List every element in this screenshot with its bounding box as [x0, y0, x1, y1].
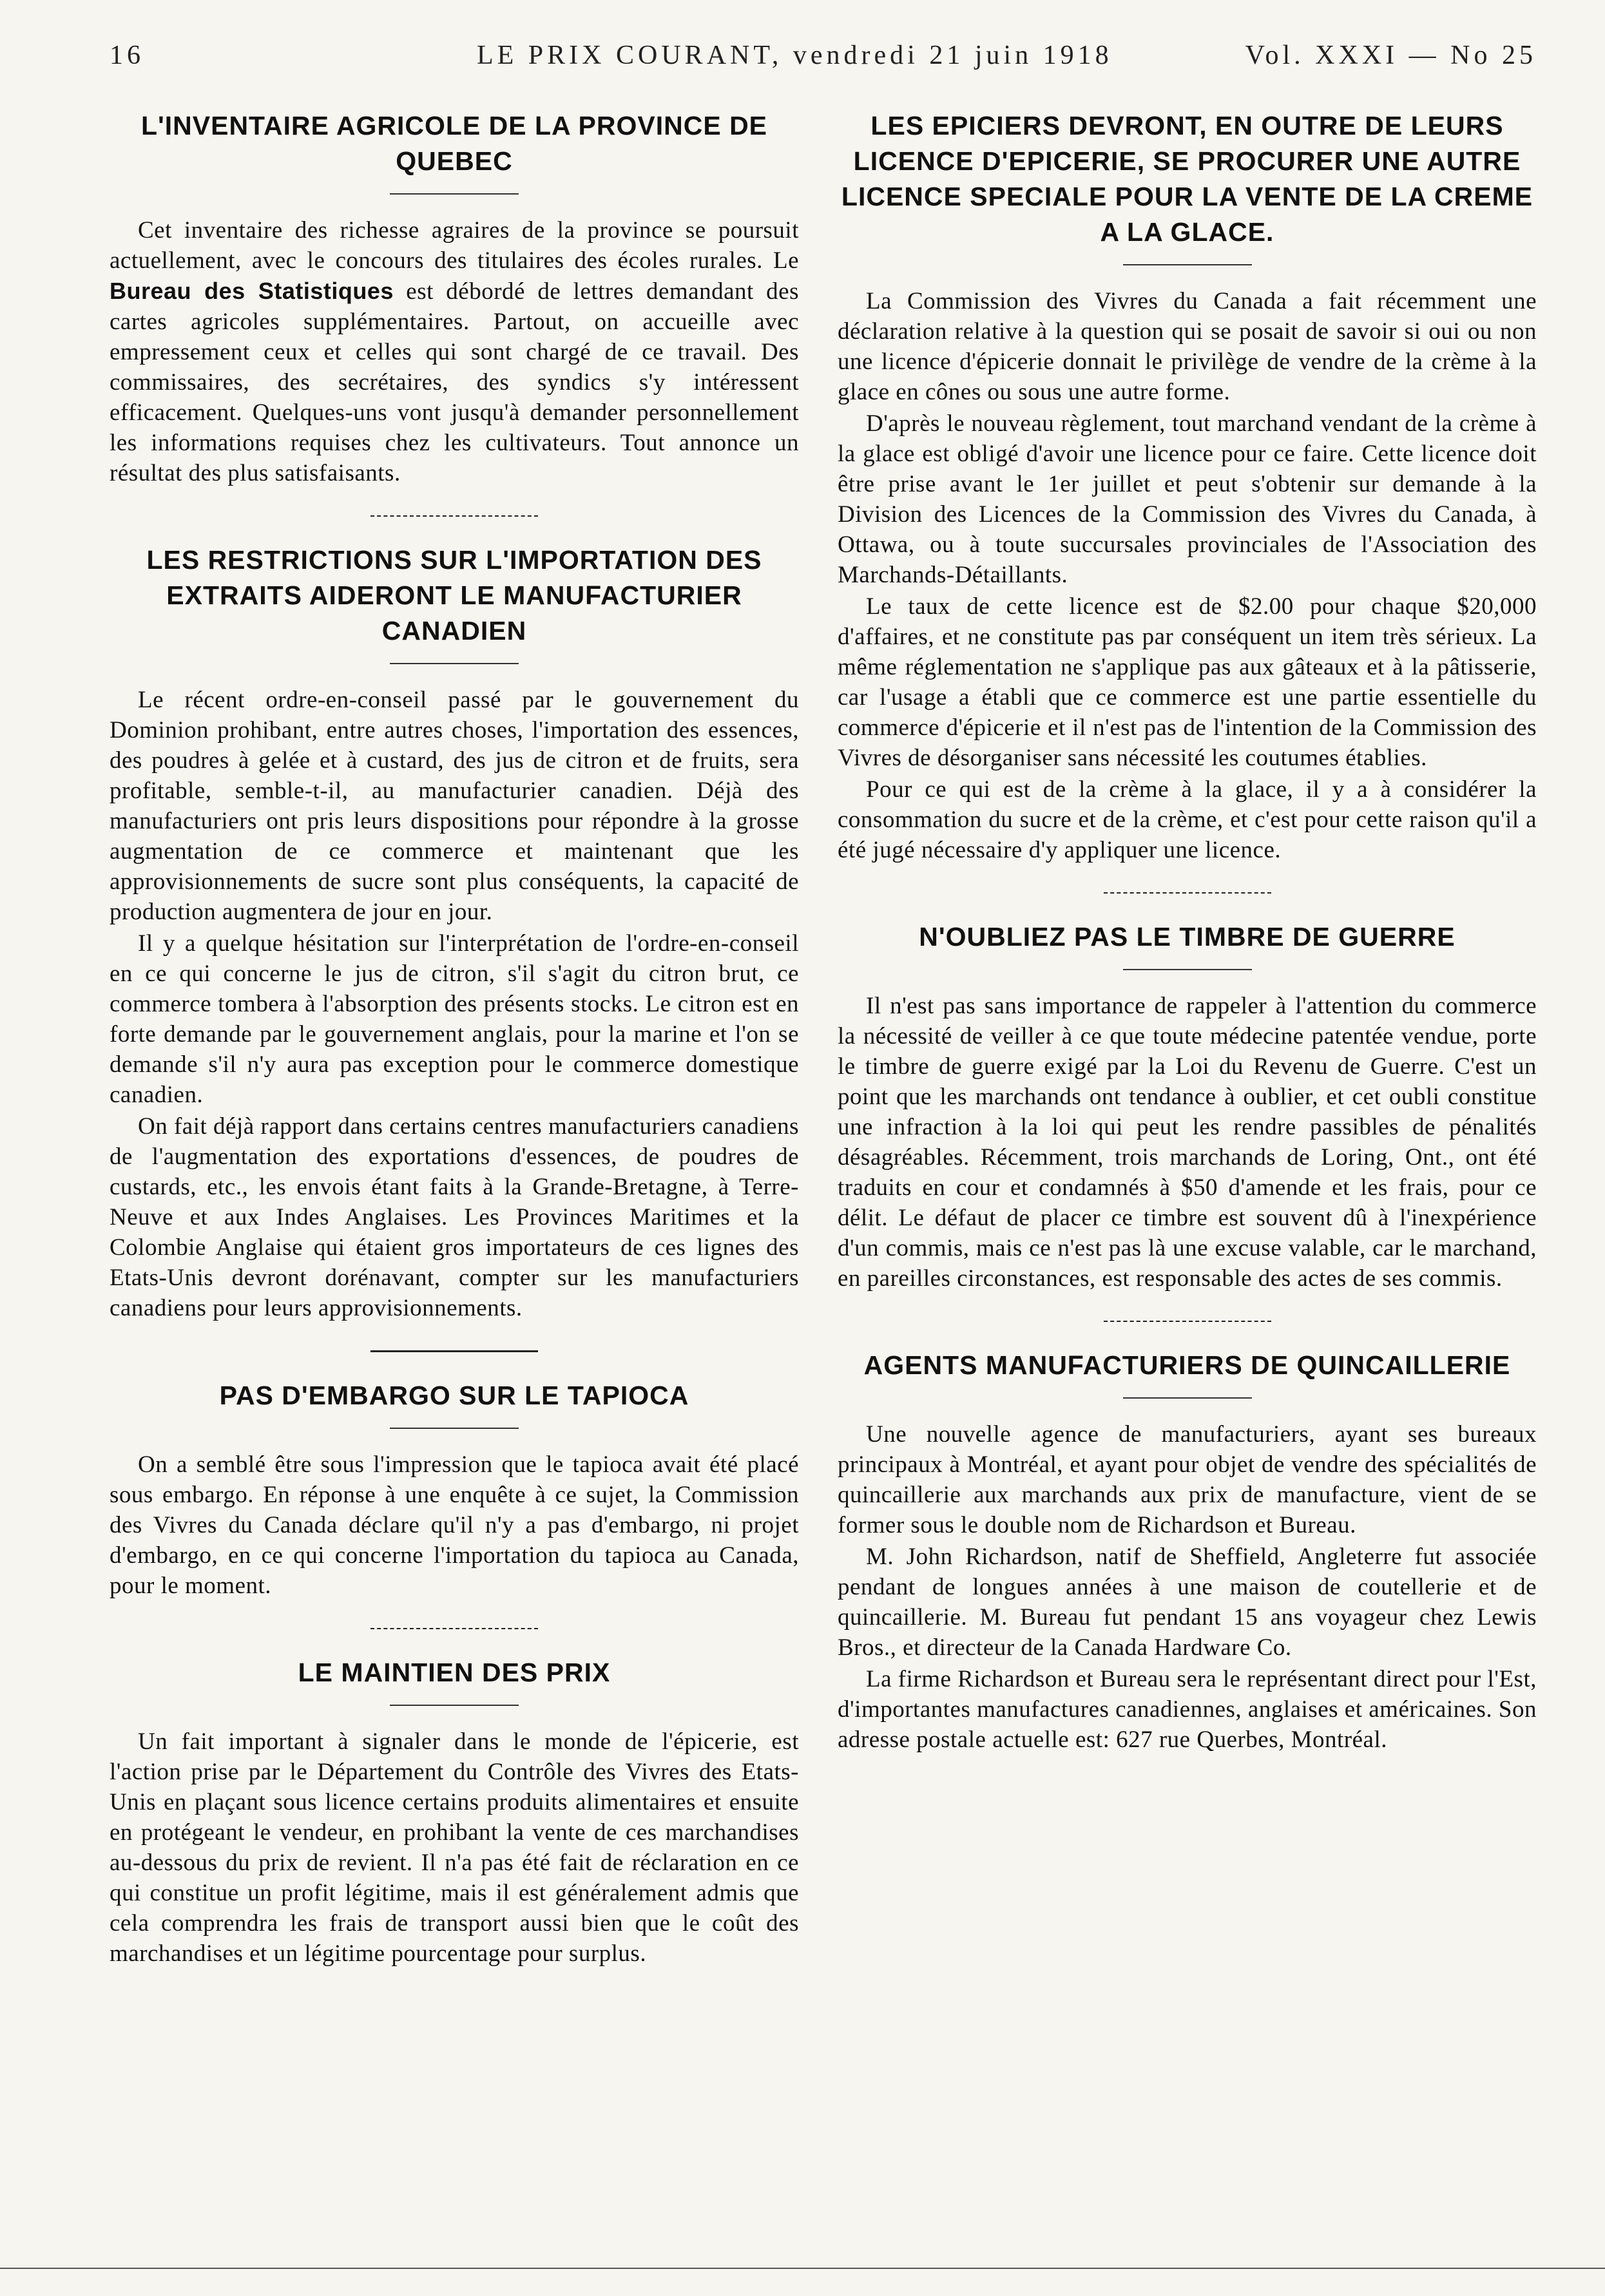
title-rule [1123, 264, 1252, 265]
article-paragraph: On fait déjà rapport dans certains centres manufacturiers canadiens de l'augmentation des exportations d'essences, de poudres de custards, etc., les envois étant faits à la Grande-Bretagne, à Terre-Neuve et aux Indes Anglaises. Les Provinces Maritimes et la Colombie Anglaise qui étaient gros importateurs de ces lignes des Etats-Unis devront dorénavant, compter sur les manufacturiers canadiens pour leurs approvisionnements. [110, 1113, 799, 1321]
article-paragraph: Il y a quelque hésitation sur l'interprétation de l'ordre-en-conseil en ce qui concerne le jus de citron, s'il s'agit du citron brut, ce commerce tombera à l'absorption des présents stocks. Le citron est en forte demande par le gouvernement anglais, pour la marine et l'on se demande s'il n'y aura pas exception pour le commerce domestique canadien. [110, 930, 799, 1108]
article-separator [370, 515, 538, 517]
page-number: 16 [110, 41, 144, 70]
title-rule [1123, 1397, 1252, 1399]
article-paragraph: Une nouvelle agence de manufacturiers, ayant ses bureaux principaux à Montréal, et ayant pour objet de vendre des spécialités de quincaillerie aux marchands aux prix de manufacture, vient de se former sous le double nom de Richardson et Bureau. [838, 1421, 1537, 1538]
title-rule [390, 193, 519, 195]
article-paragraph: La firme Richardson et Bureau sera le représentant direct pour l'Est, d'importantes manufactures canadiennes, anglaises et américaines. Son adresse postale actuelle est: 627 rue Querbes, Montréal. [838, 1666, 1537, 1753]
article-paragraph: M. John Richardson, natif de Sheffield, Angleterre fut associée pendant de longues années à une maison de coutellerie et de quincaillerie. M. Bureau fut pendant 15 ans voyageur chez Lewis Bros., et directeur de la Canada Hardware Co. [838, 1544, 1537, 1661]
article-paragraph: D'après le nouveau règlement, tout marchand vendant de la crème à la glace est obligé d'avoir une licence pour ce faire. Cette licence doit être prise avant le 1er juillet et peut s'obtenir sur demande à la Division des Licences de la Commission des Vivres du Canada, à Ottawa, ou à toute succursales provinciales de l'Association des Marchands-Détaillants. [838, 410, 1537, 588]
article-title: N'OUBLIEZ PAS LE TIMBRE DE GUERRE [919, 922, 1456, 952]
article-title: LES RESTRICTIONS SUR L'IMPORTATION DES EXTRAITS AIDERONT LE MANUFACTURIER CANADIEN [146, 545, 762, 646]
page-header [110, 40, 1537, 85]
article-separator [1104, 1321, 1271, 1322]
publication-line: LE PRIX COURANT, vendredi 21 juin 1918 [477, 41, 1113, 70]
article-inventaire-agricole [110, 108, 799, 488]
article-restrictions-importation [110, 542, 799, 1323]
article-creme-glace [838, 108, 1537, 865]
article-paragraph [110, 215, 799, 488]
article-paragraph: Un fait important à signaler dans le monde de l'épicerie, est l'action prise par le Département du Contrôle des Vivres des Etats-Unis en plaçant sous licence certains produits alimentaires et ensuite en protégeant le vendeur, en prohibant la vente de ces marchandises au-dessous du prix de revient. Il n'a pas été fait de réclaration en ce qui constitue un profit légitime, mais il est généralement admis que cela comprendra les frais de transport aussi bien que le coût des marchandises et un légitime pourcentage pour surplus. [110, 1728, 799, 1967]
paragraph-text: est débordé de lettres demandant des cartes agricoles supplémentaires. Partout, on accueille avec empressement ceux et celles qui sont chargé de ce travail. Des commissaires, des secrétaires, des syndics s'y intéressent efficacement. Quelques-uns vont jusqu'à demander personnellement les informations requises chez les cultivateurs. Tout annonce un résultat des plus satisfaisants. [110, 278, 799, 486]
article-paragraph: Il n'est pas sans importance de rappeler à l'attention du commerce la nécessité de veiller à ce que toute médecine patentée vendue, porte le timbre de guerre exigé par la Loi du Revenu de Guerre. C'est un point que les marchands ont tendance à oublier, et cet oubli constitue une infraction à la loi qui peut les rendre passibles de pénalités désagréables. Récemment, trois marchands de Loring, Ont., ont été traduits en cour et condamnés à $50 d'amende et les frais, pour ce délit. Le défaut de placer ce timbre est souvent dû à l'inexpérience d'un commis, mais ce n'est pas là une excuse valable, car le marchand, en pareilles circonstances, est responsable des actes de ses commis. [838, 993, 1537, 1292]
volume-number: Vol. XXXI — No 25 [1245, 41, 1537, 70]
article-title: LE MAINTIEN DES PRIX [298, 1658, 611, 1687]
article-embargo-tapioca [110, 1378, 799, 1601]
title-rule [1123, 969, 1252, 970]
article-paragraph: Pour ce qui est de la crème à la glace, il y a à considérer la consommation du sucre et de la crème, et c'est pour cette raison qu'il a été jugé nécessaire d'y appliquer une licence. [838, 776, 1537, 863]
left-column [110, 108, 799, 1969]
article-maintien-prix [110, 1655, 799, 1969]
article-separator [370, 1350, 538, 1352]
article-separator [1104, 892, 1271, 894]
article-paragraph: La Commission des Vivres du Canada a fait récemment une déclaration relative à la question qui se posait de savoir si oui ou non une licence d'épicerie donnait le privilège de vendre de la crème à la glace en cônes ou sous une autre forme. [838, 288, 1537, 405]
page-bottom-rule [0, 2268, 1605, 2269]
article-agents-quincaillerie [838, 1348, 1537, 1755]
right-column [838, 108, 1537, 1755]
article-timbre-guerre [838, 919, 1537, 1294]
title-rule [390, 663, 519, 664]
article-paragraph: Le taux de cette licence est de $2.00 pour chaque $20,000 d'affaires, et ne constitute pas par conséquent un item très sérieux. La même réglementation ne s'applique pas aux gâteaux et à la pâtisserie, car l'usage a établi que ce commerce est une partie essentielle du commerce d'épicerie et il n'est pas de l'intention de la Commission des Vivres de désorganiser sans nécessité les coutumes établies. [838, 593, 1537, 771]
article-paragraph: Le récent ordre-en-conseil passé par le gouvernement du Dominion prohibant, entre autres choses, l'importation des essences, des poudres à gelée et à custard, des jus de citron et de fruits, sera profitable, semble-t-il, au manufacturier canadien. Déjà des manufacturiers ont pris leurs dispositions pour répondre à la grosse augmentation de ce commerce et maintenant que les approvisionnements de sucre sont plus conséquents, la capacité de production augmentera de jour en jour. [110, 687, 799, 925]
article-title: AGENTS MANUFACTURIERS DE QUINCAILLERIE [863, 1350, 1511, 1380]
title-rule [390, 1428, 519, 1429]
title-rule [390, 1705, 519, 1706]
article-paragraph: On a semblé être sous l'impression que le tapioca avait été placé sous embargo. En réponse à une enquête à ce sujet, la Commission des Vivres du Canada déclare qu'il n'y a pas d'embargo, ni projet d'embargo, en ce qui concerne l'importation du tapioca au Canada, pour le moment. [110, 1451, 799, 1599]
article-title: L'INVENTAIRE AGRICOLE DE LA PROVINCE DE QUEBEC [140, 111, 768, 176]
article-title: LES EPICIERS DEVRONT, EN OUTRE DE LEURS LICENCE D'EPICERIE, SE PROCURER UNE AUTRE LICENCE SPECIALE POUR LA VENTE DE LA CREME A LA GLACE. [841, 111, 1533, 247]
article-title: PAS D'EMBARGO SUR LE TAPIOCA [219, 1381, 689, 1410]
bold-term: Bureau des Statistiques [110, 278, 394, 304]
paragraph-text: Cet inventaire des richesse agraires de la province se poursuit actuellement, avec le concours des titulaires des écoles rurales. Le [110, 217, 799, 274]
article-separator [370, 1628, 538, 1629]
